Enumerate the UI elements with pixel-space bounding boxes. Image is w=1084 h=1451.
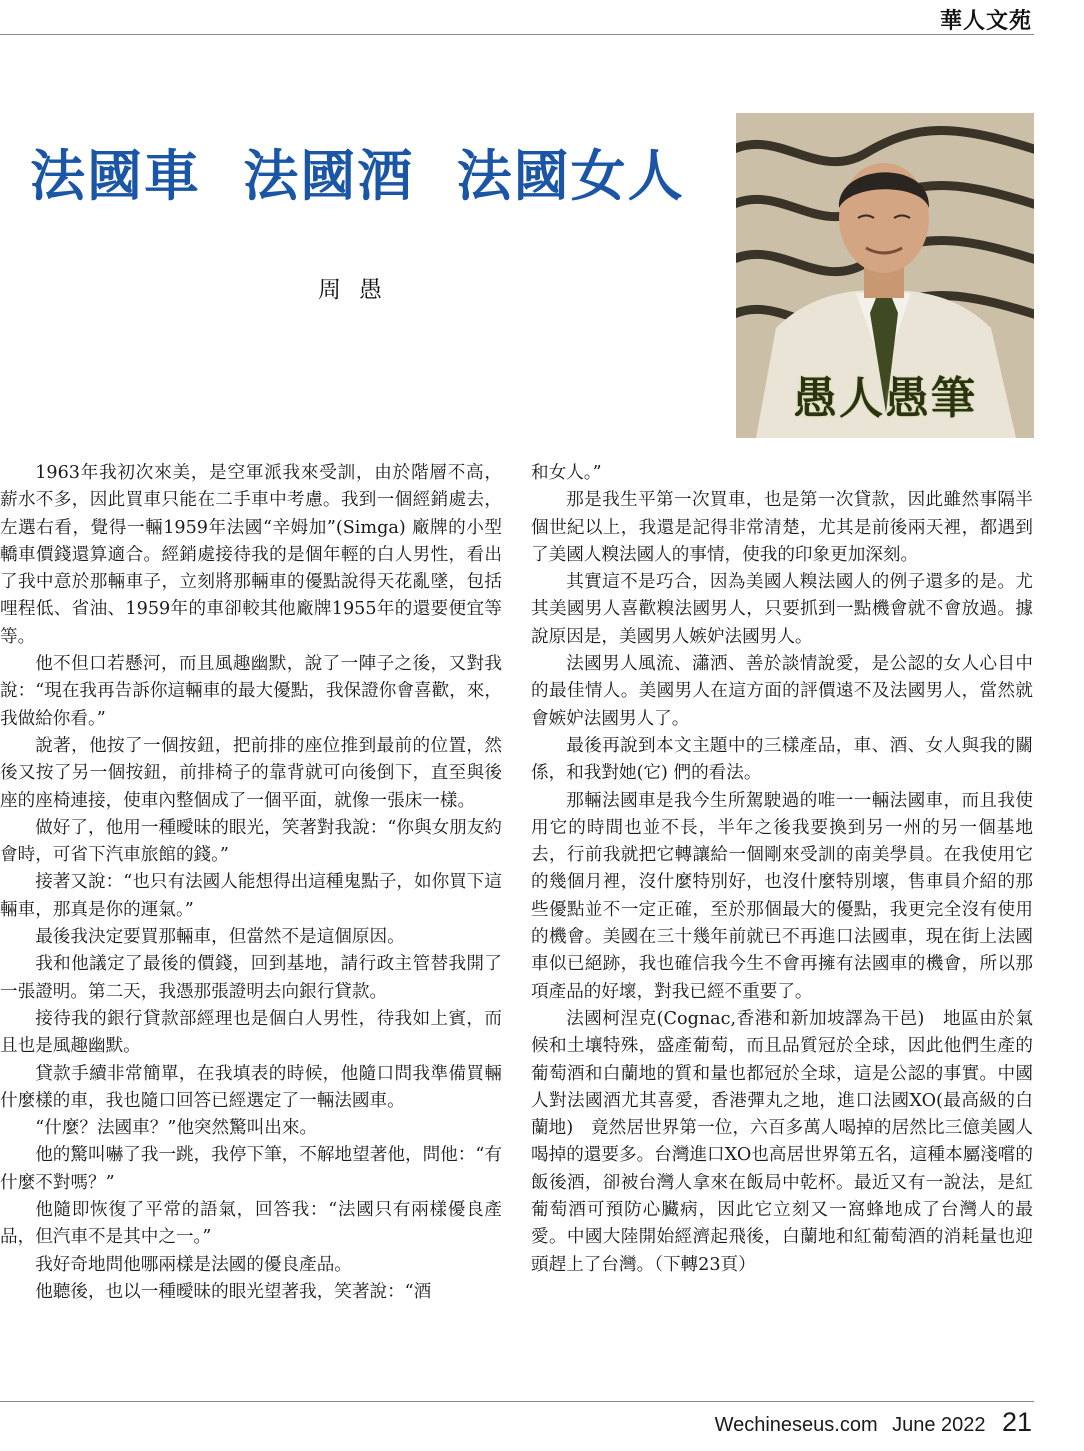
paragraph: 他隨即恢復了平常的語氣，回答我：“法國只有兩樣優良產品，但汽車不是其中之一。” [0, 1200, 502, 1248]
paragraph: 最後再說到本文主題中的三樣產品，車、酒、女人與我的關係，和我對她(它) 們的看法。 [531, 735, 1033, 784]
author-name: 周愚 [318, 277, 400, 303]
paragraph: 我和他議定了最後的價錢，回到基地，請行政主管替我開了一張證明。第二天，我憑那張證明去向銀行貸款。 [0, 954, 502, 1002]
header-divider [0, 34, 1034, 35]
paragraph: 那輛法國車是我今生所駕駛過的唯一一輛法國車，而且我使用它的時間也並不長，半年之後我要換到另一州的另一個基地去，行前我就把它轉讓給一個剛來受訓的南美學員。在我使用它的幾個月裡，沒什麼特別好，也沒什麼特別壞，售車員介紹的那些優點並不一定正確，至於那個最大的優點，我更完全沒有使用的機會。美國在三十幾年前就已不再進口法國車，現在街上法國車似已絕跡，我也確信我今生不會再擁有法國車的機會，所以那項產品的好壞，對我已經不重要了。 [531, 790, 1033, 1002]
right-column [531, 460, 1033, 1279]
footer [715, 1407, 1032, 1438]
footer-date: June 2022 [892, 1414, 986, 1436]
paragraph: 1963年我初次來美，是空軍派我來受訓，由於階層不高，薪水不多，因此買車只能在二手車中考慮。我到一個經銷處去，左選右看，覺得一輛1959年法國“辛姆加”(Simga) 廠牌的小型轎車價錢還算適合。經銷處接待我的是個年輕的白人男性，看出了我中意於那輛車子，立刻將那輛車的優點說得天花亂墜，包括哩程低、省油、1959年的車卻較其他廠牌1955年的還要便宜等等。 [0, 463, 502, 647]
paragraph: 做好了，他用一種曖昧的眼光，笑著對我說：“你與女朋友約會時，可省下汽車旅館的錢。” [0, 817, 502, 866]
page-number: 21 [1001, 1407, 1032, 1437]
paragraph: 他聽後，也以一種曖昧的眼光望著我，笑著說：“酒 [35, 1281, 432, 1302]
paragraph: 和女人。” [531, 463, 602, 483]
paragraph: 法國男人風流、瀟洒、善於談情說愛，是公認的女人心目中的最佳情人。美國男人在這方面的評價遠不及法國男人，當然就會嫉妒法國男人了。 [531, 654, 1033, 729]
footer-divider [0, 1401, 1034, 1402]
photo-caption: 愚人愚筆 [793, 373, 977, 424]
paragraph: 我好奇地問他哪兩樣是法國的優良產品。 [35, 1254, 352, 1275]
article-title: 法國車 法國酒 法國女人 [30, 144, 685, 208]
paragraph: 其實這不是巧合，因為美國人糗法國人的例子還多的是。尤其美國男人喜歡糗法國男人，只要抓到一點機會就不會放過。據說原因是，美國男人嫉妒法國男人。 [531, 572, 1033, 647]
paragraph: 說著，他按了一個按鈕，把前排的座位推到最前的位置，然後又按了另一個按鈕，前排椅子的靠背就可向後倒下，直至與後座的座椅連接，使車內整個成了一個平面，就像一張床一樣。 [0, 735, 502, 811]
paragraph: 他的驚叫嚇了我一跳，我停下筆，不解地望著他，問他：“有什麼不對嗎？” [0, 1145, 502, 1193]
author-photo [736, 113, 1034, 438]
paragraph: 最後我決定要買那輛車，但當然不是這個原因。 [35, 927, 405, 948]
left-column [0, 460, 502, 1306]
paragraph: 接待我的銀行貸款部經理也是個白人男性，待我如上賓，而且也是風趣幽默。 [0, 1008, 502, 1057]
paragraph: 那是我生平第一次買車，也是第一次貸款，因此雖然事隔半個世紀以上，我還是記得非常清楚，尤其是前後兩天裡，都遇到了美國人糗法國人的事情，使我的印象更加深刻。 [531, 490, 1033, 565]
paragraph: 接著又說：“也只有法國人能想得出這種鬼點子，如你買下這輛車，那真是你的運氣。” [0, 872, 502, 920]
paragraph: “什麼？法國車？”他突然驚叫出來。 [35, 1118, 318, 1139]
footer-site: Wechineseus.com [714, 1414, 878, 1436]
paragraph: 法國柯涅克(Cognac,香港和新加坡譯為干邑) 地區由於氣候和土壤特殊，盛產葡萄，而且品質冠於全球，因此他們生產的葡萄酒和白蘭地的質和量也都冠於全球，這是公認的事實。中國人對法國酒尤其喜愛，香港彈丸之地，進口法國XO(最高級的白蘭地) 竟然居世界第一位，六百多萬人喝掉的居然比三億美國人喝掉的還要多。台灣進口XO也高居世界第五名，這種本屬淺嚐的飯後酒，卻被台灣人拿來在飯局中乾杯。最近又有一說法，是紅葡萄酒可預防心臟病，因此它立刻又一窩蜂地成了台灣人的最愛。中國大陸開始經濟起飛後，白蘭地和紅葡萄酒的消耗量也迎頭趕上了台灣。（下轉23頁） [531, 1008, 1033, 1275]
section-header: 華人文苑 [939, 8, 1032, 34]
paragraph: 他不但口若懸河，而且風趣幽默，說了一陣子之後，又對我說：“現在我再告訴你這輛車的最大優點，我保證你會喜歡，來，我做給你看。” [0, 654, 502, 729]
paragraph: 貸款手續非常簡單，在我填表的時候，他隨口問我準備買輛什麼樣的車，我也隨口回答已經選定了一輛法國車。 [0, 1063, 502, 1111]
